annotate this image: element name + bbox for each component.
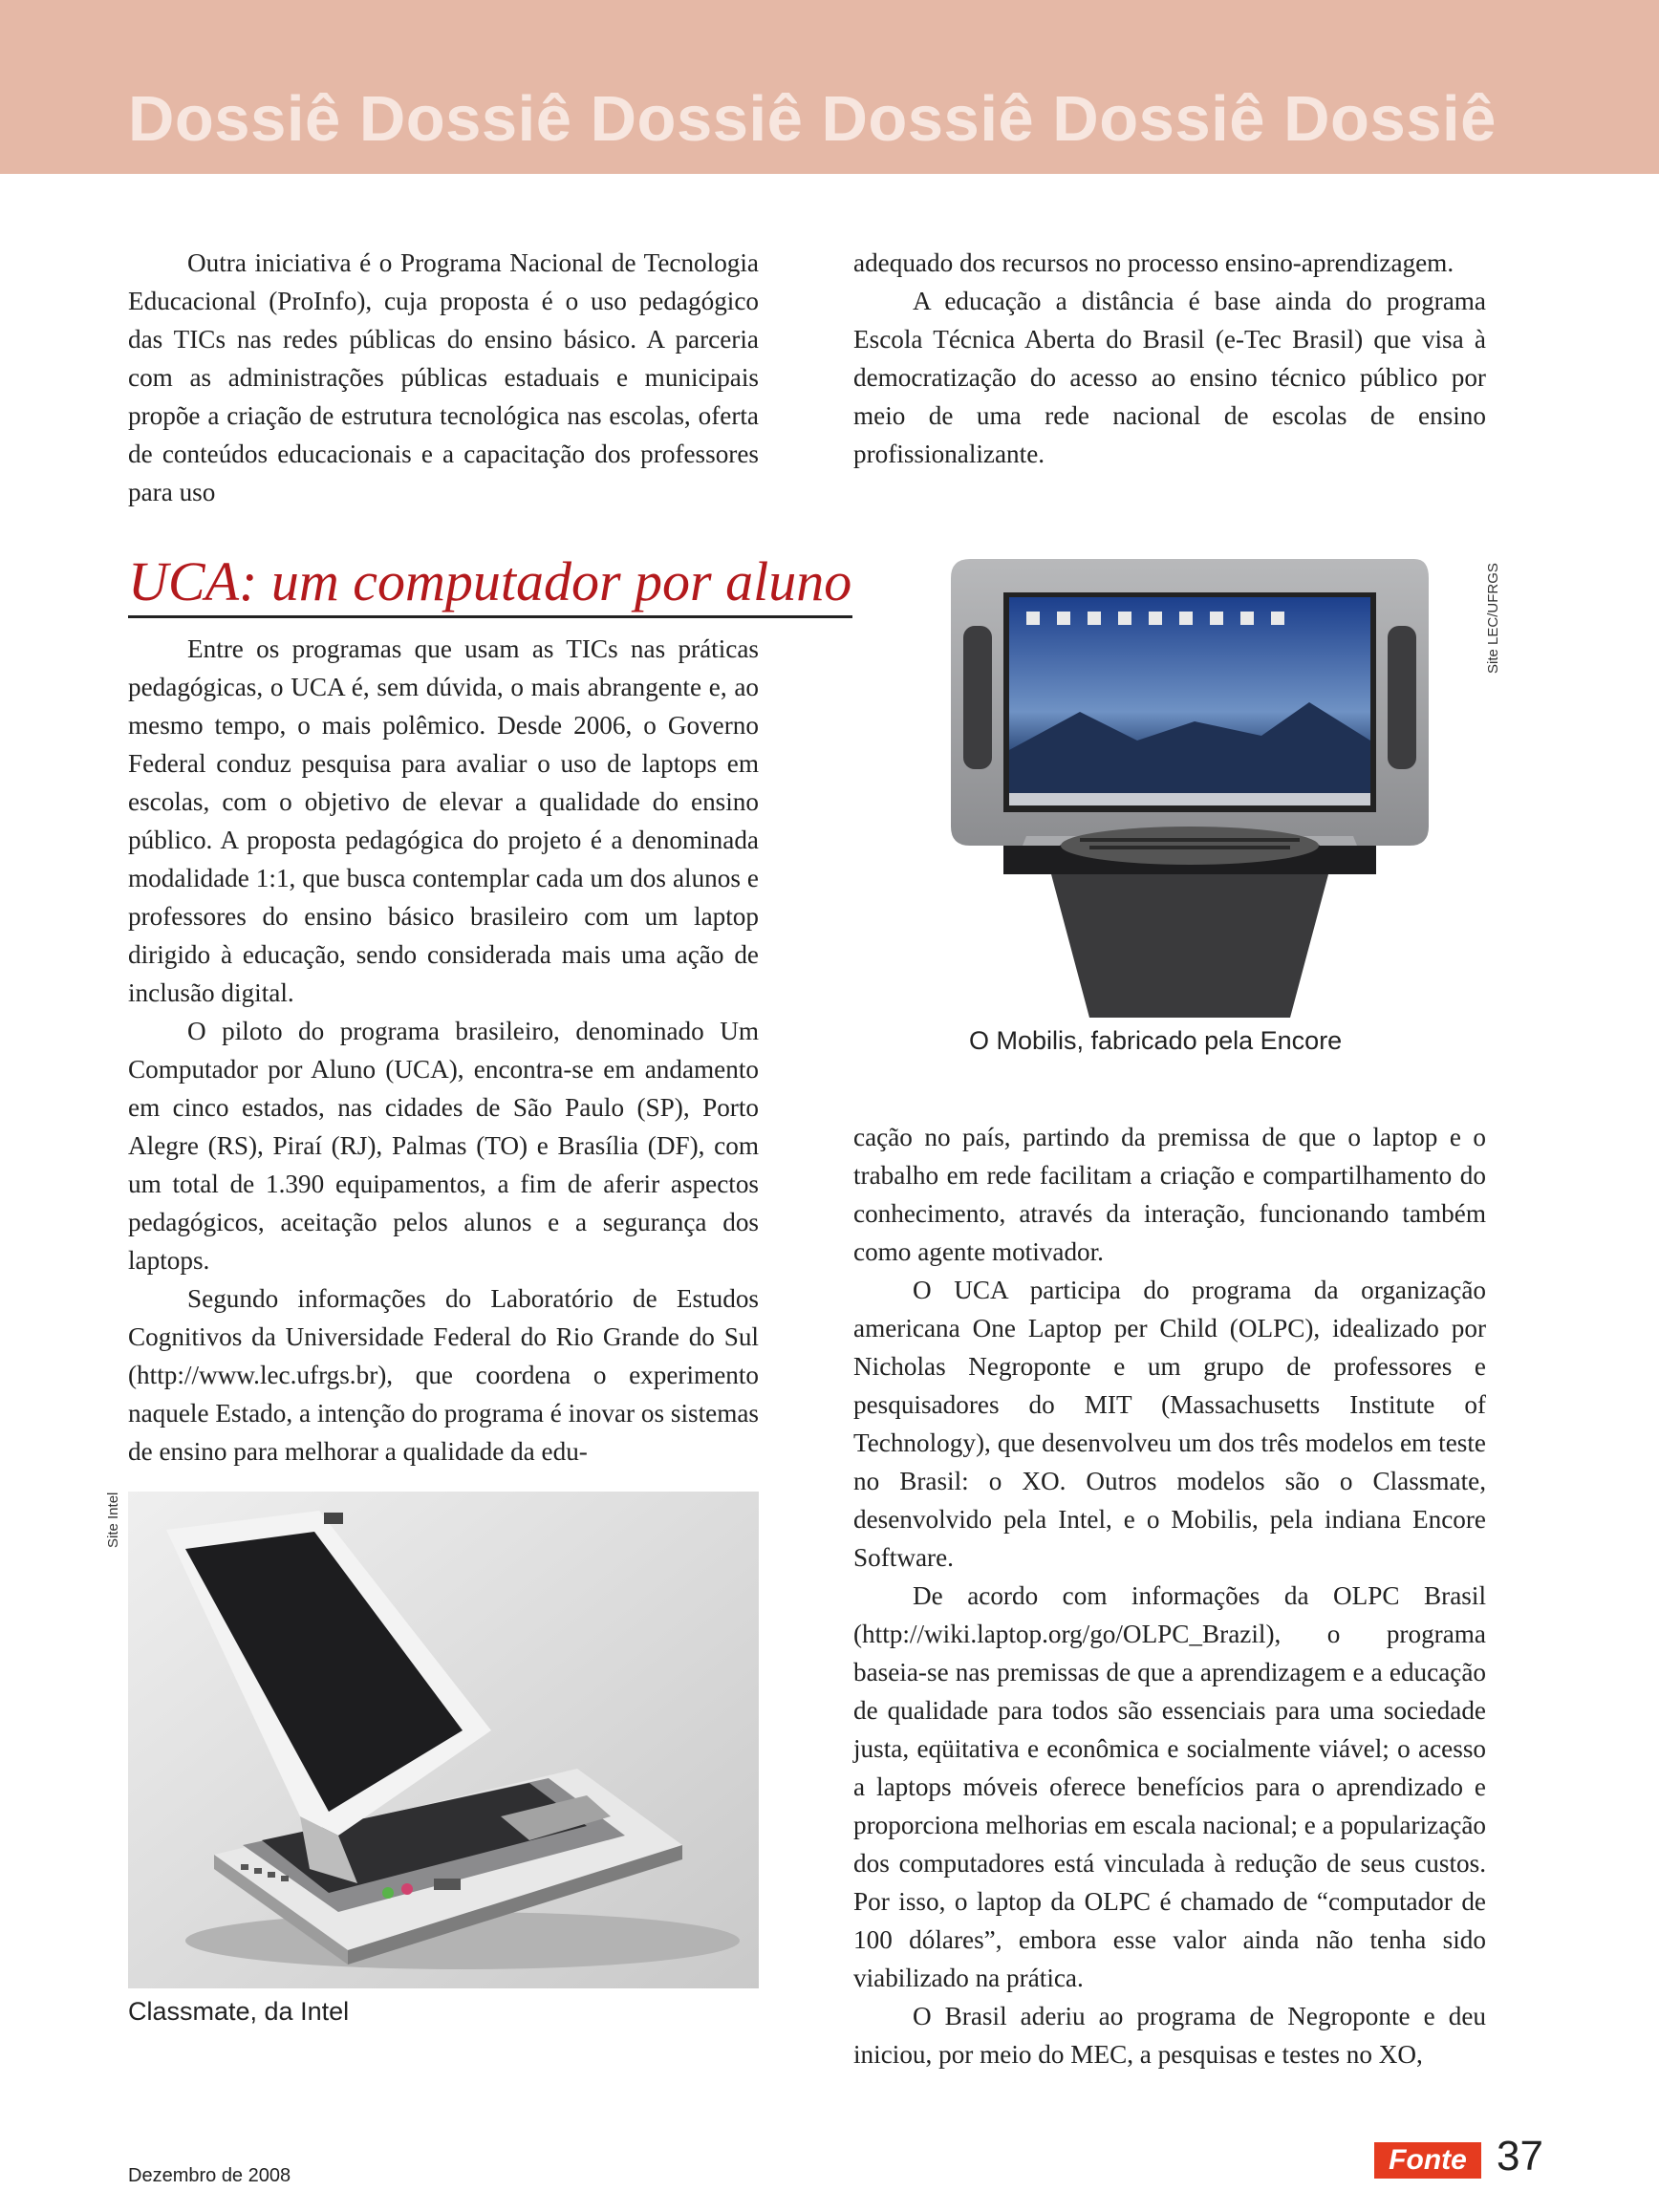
paragraph-uca-intro: Entre os programas que usam as TICs nas práticas pedagógicas, o UCA é, sem dúvida, o mais abrangente e, ao mesmo tempo, o mais polêmico. Desde 2006, o Governo Federal conduz pesquisa para avaliar o uso de laptops em escolas, com o objetivo de elevar a qualidade do ensino público. A proposta pedagógica do projeto é a denominada modalidade 1:1, que busca contemplar cada um dos alunos e professores do ensino básico brasileiro com um laptop dirigido à educação, sendo considerada mais uma ação de inclusão digital.	[128, 634, 759, 1007]
paragraph-lec: Segundo informações do Laboratório de Estudos Cognitivos da Universidade Federal do Rio Grande do Sul (http://www.lec.ufrgs.br), que coordena o experimento naquele Estado, a intenção do programa é inovar os sistemas de ensino para melhorar a qualidade da edu-	[128, 1284, 759, 1466]
intro-right-column	[853, 244, 1486, 473]
main-right-column	[853, 1118, 1486, 2073]
fonte-logo: Fonte	[1374, 2142, 1481, 2179]
mobilis-caption: O Mobilis, fabricado pela Encore	[969, 1026, 1343, 1055]
paragraph-brasil-negroponte: O Brasil aderiu ao programa de Negroponte e deu iniciou, por meio do MEC, a pesquisas e testes no XO,	[853, 2002, 1486, 2069]
main-left-column	[128, 630, 759, 1471]
classmate-credit: Site Intel	[105, 1492, 121, 1548]
intro-paragraph: Outra iniciativa é o Programa Nacional de Tecnologia Educacional (ProInfo), cuja proposta é o uso pedagógico das TICs nas redes públicas do ensino básico. A parceria com as administrações públicas estaduais e municipais propõe a criação de estrutura tecnológica nas escolas, oferta de conteúdos educacionais e a capacitação dos professores para uso	[128, 248, 759, 506]
paragraph-olpc-brasil: De acordo com informações da OLPC Brasil (http://wiki.laptop.org/go/OLPC_Brazil), o programa baseia-se nas premissas de que a aprendizagem e a educação de qualidade para todos são essenciais para uma sociedade justa, eqüitativa e econômica e socialmente viável; o acesso a laptops móveis oferece benefícios para o aprendizado e proporciona melhorias em escala nacional; e a popularização dos computadores está vinculada à redução de seus custos. Por isso, o laptop da OLPC é chamado de “computador de 100 dólares”, embora esse valor ainda não tenha sido viabilizado na prática.	[853, 1581, 1487, 1992]
intro-left-column	[128, 244, 759, 511]
mobilis-photo	[946, 559, 1433, 1018]
dossie-banner	[0, 0, 1659, 174]
paragraph-olpc: O UCA participa do programa da organização americana One Laptop per Child (OLPC), idealizado por Nicholas Negroponte e um grupo de professores e pesquisadores do MIT (Massachusetts Institute of Technology), que desenvolveu um dos três modelos em teste no Brasil: o XO. Outros modelos são o Classmate, desenvolvido pela Intel, e o Mobilis, pela indiana Encore Software.	[853, 1276, 1486, 1572]
intro-paragraph-etec: A educação a distância é base ainda do programa Escola Técnica Aberta do Brasil (e-Tec Brasil) que visa à democratização do acesso ao ensino técnico público por meio de uma rede nacional de escolas de ensino profissionalizante.	[853, 287, 1486, 468]
intro-continuation: adequado dos recursos no processo ensino-aprendizagem.	[853, 248, 1454, 277]
mobilis-credit: Site LEC/UFRGS	[1485, 563, 1501, 674]
footer-date: Dezembro de 2008	[128, 2165, 291, 2186]
classmate-photo	[128, 1492, 759, 1988]
banner-title: Dossiê Dossiê Dossiê Dossiê Dossiê Dossiê	[128, 83, 1497, 155]
paragraph-continuation: cação no país, partindo da premissa de que o laptop e o trabalho em rede facilitam a criação e compartilhamento do conhecimento, através da interação, funcionando também como agente motivador.	[853, 1123, 1486, 1266]
section-heading: UCA: um computador por aluno	[128, 550, 852, 618]
page-number: 37	[1497, 2133, 1543, 2180]
paragraph-uca-pilot: O piloto do programa brasileiro, denominado Um Computador por Aluno (UCA), encontra-se em andamento em cinco estados, nas cidades de São Paulo (SP), Porto Alegre (RS), Piraí (RJ), Palmas (TO) e Brasília (DF), com um total de 1.390 equipamentos, a fim de aferir aspectos pedagógicos, aceitação pelos alunos e a segurança dos laptops.	[128, 1017, 759, 1275]
classmate-caption: Classmate, da Intel	[128, 1997, 350, 2026]
